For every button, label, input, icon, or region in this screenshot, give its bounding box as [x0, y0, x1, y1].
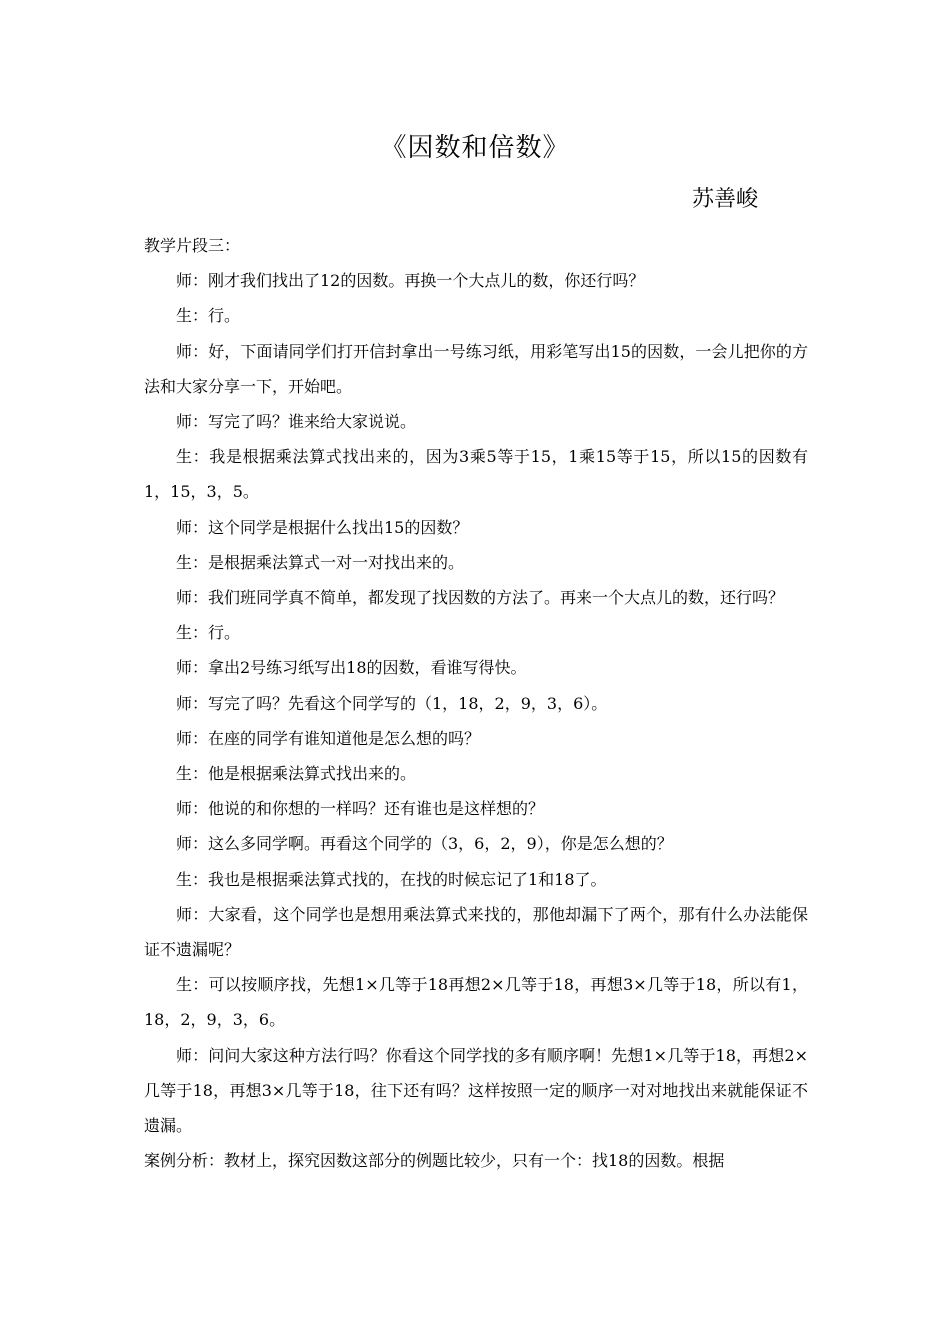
dialogue-line: 师：大家看，这个同学也是想用乘法算式来找的，那他却漏下了两个，那有什么办法能保证不遗漏呢？: [144, 904, 808, 960]
dialogue-line: 生：行。: [176, 623, 241, 643]
dialogue-line: 师：好，下面请同学们打开信封拿出一号练习纸，用彩笔写出15的因数，一会儿把你的方法和大家分享一下，开始吧。: [144, 341, 808, 396]
dialogue-line: 生：是根据乘法算式一对一对找出来的。: [176, 552, 465, 572]
dialogue-line: 师：这个同学是根据什么找出15的因数？: [176, 517, 469, 537]
author-name: 苏善峻: [691, 187, 758, 212]
dialogue-line: 生：我也是根据乘法算式找的，在找的时候忘记了1和18了。: [176, 869, 607, 889]
document-title: 《因数和倍数》: [380, 133, 570, 163]
dialogue-line: 生：我是根据乘法算式找出来的，因为3乘5等于15，1乘15等于15，所以15的因数有1，15，3，5。: [144, 447, 808, 502]
dialogue-line: 师：写完了吗？谁来给大家说说。: [176, 412, 417, 432]
dialogue-line: 师：拿出2号练习纸写出18的因数，看谁写得快。: [176, 658, 527, 678]
dialogue-line: 师：写完了吗？先看这个同学写的（1，18，2，9，3，6）。: [176, 693, 608, 713]
dialogue-line: 师：刚才我们找出了12的因数。再换一个大点儿的数，你还行吗？: [176, 271, 645, 291]
dialogue-line: 生：他是根据乘法算式找出来的。: [176, 764, 417, 784]
dialogue-line: 师：在座的同学有谁知道他是怎么想的吗？: [176, 728, 481, 748]
dialogue-line: 师：问问大家这种方法行吗？你看这个同学找的多有顺序啊！先想1×几等于18，再想2×几等于18，再想3×几等于18，往下还有吗？这样按照一定的顺序一对对地找出来就能保证不遗漏。: [144, 1045, 808, 1136]
dialogue-line: 师：他说的和你想的一样吗？还有谁也是这样想的？: [176, 799, 545, 819]
case-analysis: 案例分析：教材上，探究因数这部分的例题比较少，只有一个：找18的因数。根据: [144, 1151, 725, 1171]
dialogue-line: 生：可以按顺序找，先想1×几等于18再想2×几等于18，再想3×几等于18，所以有1，18，2，9，3，6。: [144, 975, 808, 1030]
dialogue-line: 生：行。: [176, 306, 241, 326]
dialogue-line: 师：这么多同学啊。再看这个同学的（3，6，2，9），你是怎么想的？: [176, 834, 673, 854]
section-heading: 教学片段三：: [144, 236, 241, 255]
dialogue-line: 师：我们班同学真不简单，都发现了找因数的方法了。再来一个大点儿的数，还行吗？: [176, 588, 785, 608]
document-body: [144, 228, 808, 1178]
